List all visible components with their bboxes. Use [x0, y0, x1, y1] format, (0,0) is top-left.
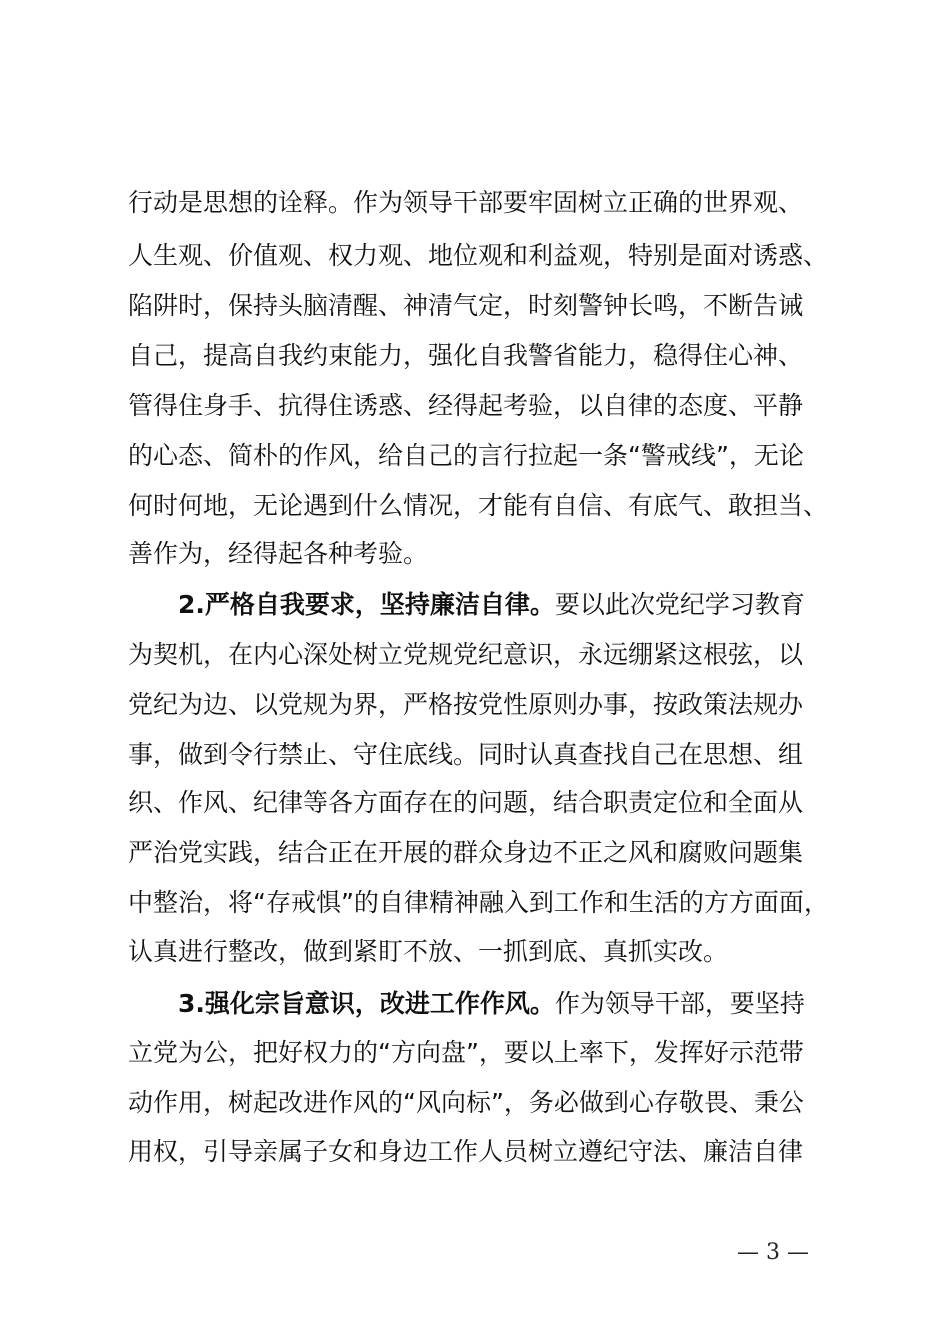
text-line: 动作用，树起改进作风的“风向标”，务必做到心存敬畏、秉公 — [128, 1088, 804, 1117]
text-line: 中整治，将“存戒惧”的自律精神融入到工作和生活的方方面面， — [128, 888, 829, 917]
text-line: 人生观、价值观、权力观、地位观和利益观，特别是面对诱惑、 — [128, 241, 829, 270]
section-heading: 2.严格自我要求，坚持廉洁自律。 — [178, 590, 555, 619]
text-line: 事，做到令行禁止、守住底线。同时认真查找自己在思想、组 — [128, 740, 804, 769]
text-line: 管得住身手、抗得住诱惑、经得起考验，以自律的态度、平静 — [128, 391, 804, 420]
page-number: — 3 — — [737, 1240, 809, 1265]
text-line: 立党为公，把好权力的“方向盘”，要以上率下，发挥好示范带 — [128, 1038, 804, 1067]
text-line: 陷阱时，保持头脑清醒、神清气定，时刻警钟长鸣，不断告诫 — [128, 291, 804, 320]
paragraph-first-line — [178, 984, 805, 1024]
text-line: 自己，提高自我约束能力，强化自我警省能力，稳得住心神、 — [128, 341, 804, 370]
paragraph-first-line — [178, 585, 805, 625]
heading-continuation: 作为领导干部，要坚持 — [554, 989, 805, 1018]
text-line: 何时何地，无论遇到什么情况，才能有自信、有底气、敢担当、 — [128, 491, 829, 520]
heading-continuation: 要以此次党纪学习教育 — [554, 590, 805, 619]
section-heading: 3.强化宗旨意识，改进工作作风。 — [178, 989, 555, 1018]
text-line: 织、作风、纪律等各方面存在的问题，结合职责定位和全面从 — [128, 788, 804, 817]
text-line: 严治党实践，结合正在开展的群众身边不正之风和腐败问题集 — [128, 838, 804, 867]
text-line: 党纪为边、以党规为界，严格按党性原则办事，按政策法规办 — [128, 690, 804, 719]
text-line: 善作为，经得起各种考验。 — [128, 539, 429, 568]
text-line: 用权，引导亲属子女和身边工作人员树立遵纪守法、廉洁自律 — [128, 1137, 804, 1166]
text-line: 的心态、简朴的作风，给自己的言行拉起一条“警戒线”，无论 — [128, 441, 804, 470]
text-line: 行动是思想的诠释。作为领导干部要牢固树立正确的世界观、 — [128, 188, 804, 217]
text-line: 为契机，在内心深处树立党规党纪意识，永远绷紧这根弦，以 — [128, 640, 804, 669]
text-line: 认真进行整改，做到紧盯不放、一抓到底、真抓实改。 — [128, 937, 729, 966]
